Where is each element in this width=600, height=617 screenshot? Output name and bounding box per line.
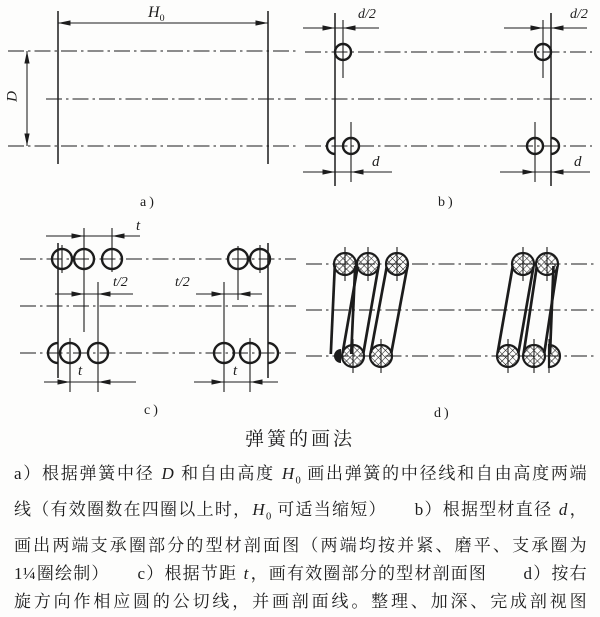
figure-caption: 弹簧的画法 (244, 429, 355, 450)
figure-c-label: c) (144, 403, 161, 418)
figure-b-dimensions (303, 28, 590, 172)
dim-label-half-wire-left: d/2 (358, 7, 376, 22)
figure-a-end-lines (58, 11, 268, 164)
dim-label-free-height: $H_0$ (148, 4, 165, 25)
figure-c-drawing (20, 228, 296, 392)
figure-c-centerlines (20, 259, 296, 353)
figure-b-centerlines (305, 52, 592, 146)
text-line-2: 线（有效圈数在四圈以上时，$H_0$ 可适当缩短） b）根据型材直径 d， (14, 499, 587, 523)
dim-label-pitch-bottom-right: t (233, 363, 238, 379)
dim-label-wire-right: d (574, 154, 582, 170)
text-line-5: 旋方向作相应圆的公切线，并画剖面线。整理、加深、完成剖视图 (14, 592, 587, 612)
dim-label-half-pitch-right: t/2 (175, 275, 190, 290)
figure-d-label: d) (434, 406, 452, 421)
figure-a-label: a) (140, 195, 157, 210)
text-line-4: 1¼圈绘制） c）根据节距 t，画有效圈部分的型材剖面图 d）按右 (14, 564, 587, 583)
text-line-3: 画出两端支承圈部分的型材剖面图（两端均按并紧、磨平、支承圈为 (14, 535, 587, 555)
figure-a-drawing (8, 11, 296, 164)
dim-label-pitch-bottom-left: t (78, 363, 83, 379)
figure-a-dimensions (27, 23, 268, 146)
dim-label-half-wire-right: d/2 (570, 7, 588, 22)
figure-d-drawing (306, 247, 594, 373)
dim-label-wire-left: d (372, 154, 380, 170)
dim-label-mean-diameter: D (4, 91, 21, 102)
description-text (14, 460, 587, 617)
figure-b-label: b) (438, 195, 456, 210)
dim-label-half-pitch-left: t/2 (113, 275, 128, 290)
dim-label-pitch-top: t (136, 218, 141, 234)
figure-b-drawing (303, 13, 592, 186)
text-line-1: a）根据弹簧中径 D 和自由高度 $H_0$ 画出弹簧的中径线和自由高度两端 (14, 464, 587, 487)
figure-a-centerlines (8, 51, 296, 146)
